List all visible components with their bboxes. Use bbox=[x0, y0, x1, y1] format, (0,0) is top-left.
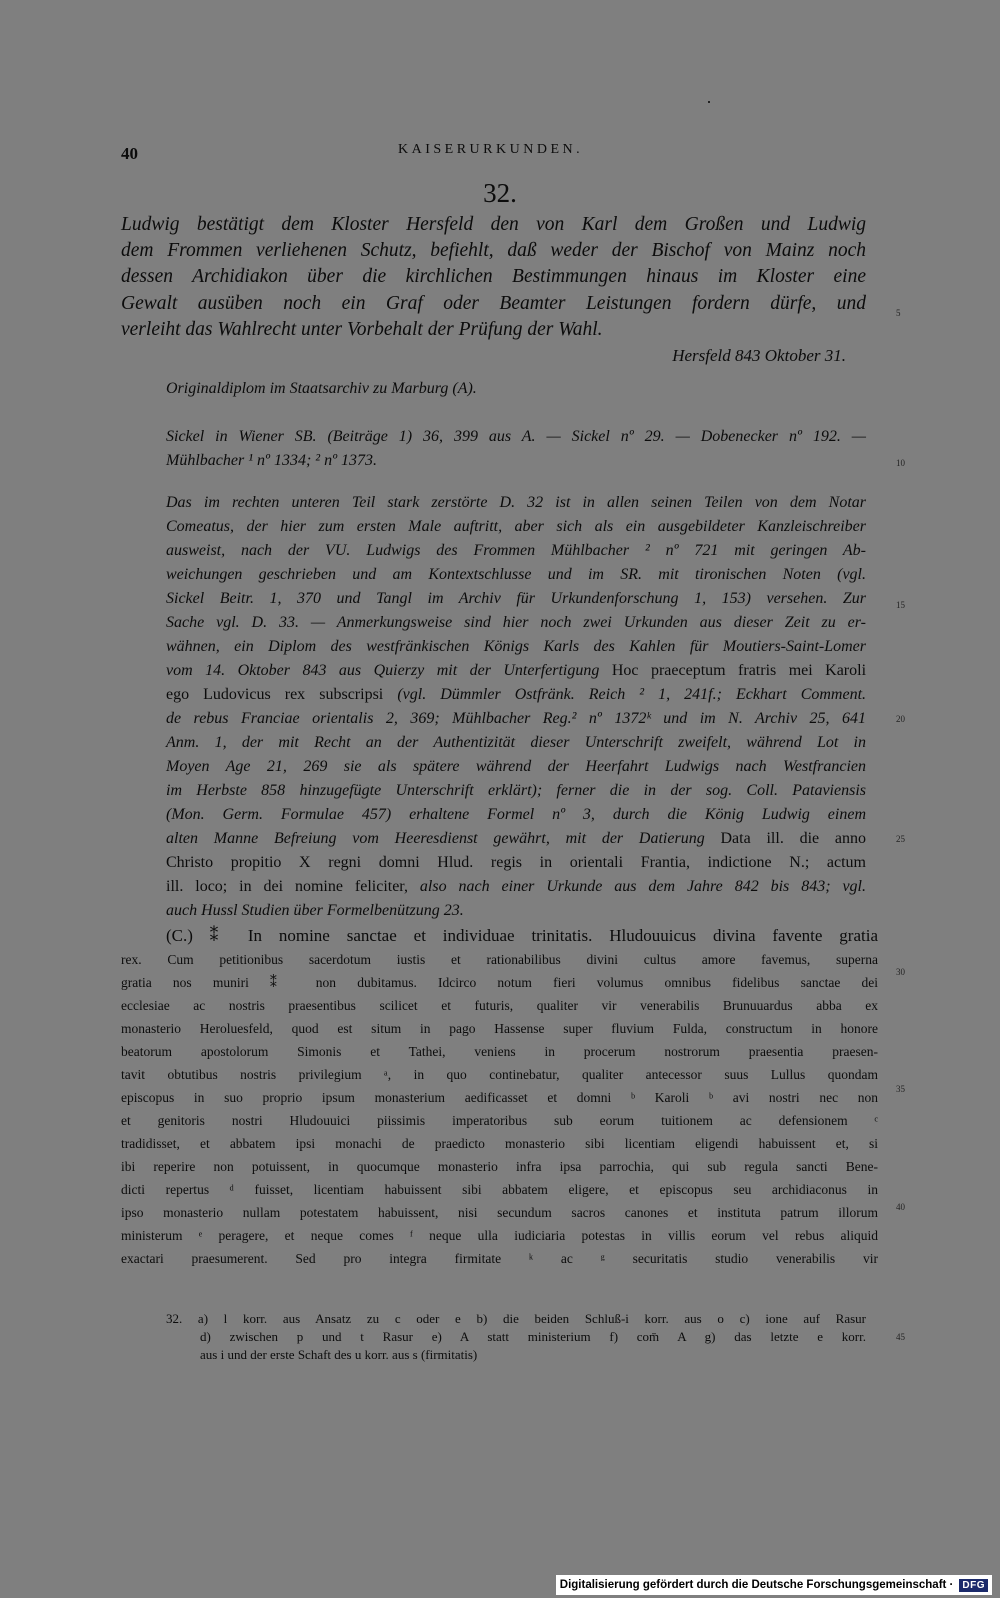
commentary-text: vom 14. Oktober 843 aus Quierzy mit der Unterfertigung bbox=[166, 662, 600, 679]
margin-line-number: 25 bbox=[896, 834, 905, 844]
commentary-text: also nach einer Urkunde aus dem Jahre 842 bis 843; vgl. bbox=[419, 878, 866, 895]
margin-line-number: 35 bbox=[896, 1084, 905, 1094]
footnote-line: 32. a) l korr. aus Ansatz zu c oder e b) die beiden Schluß-i korr. aus o c) ione auf Rasur bbox=[166, 1311, 866, 1326]
charter-line: ipso monasterio nullam potestatem habuissent, nisi secundum sacros canones et instituta patrum illorum bbox=[121, 1205, 878, 1220]
reference-line: Mühlbacher ¹ nº 1334; ² nº 1373. bbox=[166, 452, 378, 469]
quoted-formula: Data ill. die anno bbox=[720, 830, 867, 847]
dating: Hersfeld 843 Oktober 31. bbox=[672, 346, 846, 365]
digitization-footer bbox=[556, 1575, 992, 1595]
commentary-line: Christo propitio X regni domni Hlud. regis in orientali Frantia, indictione N.; actum bbox=[166, 854, 866, 871]
running-title: KAISERURKUNDEN. bbox=[398, 142, 584, 157]
charter-line: et genitoris nostri Hludouuici piissimis imperatoribus sub eorum tuitionem ac defensionem ᶜ bbox=[121, 1113, 878, 1128]
charter-line: beatorum apostolorum Simonis et Tathei, veniens in procerum nostrorum praesentia praesen- bbox=[121, 1044, 878, 1059]
commentary-line: Moyen Age 21, 269 sie als spätere während der Heerfahrt Ludwigs nach Westfrancien bbox=[166, 758, 866, 775]
charter-line: ecclesiae ac nostris praesentibus scilicet et futuris, qualiter vir venerabilis Brunuuardus abba ex bbox=[121, 998, 878, 1013]
commentary-line: (Mon. Germ. Formulae 457) erhaltene Formel nº 3, durch die König Ludwig einem bbox=[166, 806, 866, 823]
commentary-line: de rebus Franciae orientalis 2, 369; Mühlbacher Reg.² nº 1372ᵏ und im N. Archiv 25, 641 bbox=[166, 710, 866, 727]
page-header bbox=[121, 138, 878, 166]
charter-line: exactari praesumerent. Sed pro integra firmitate ᵏ ac ᵍ securitatis studio venerabilis vir bbox=[121, 1251, 878, 1266]
margin-line-number: 45 bbox=[896, 1332, 905, 1342]
regest-line: verleiht das Wahlrecht unter Vorbehalt der Prüfung der Wahl. bbox=[121, 319, 603, 340]
dfg-logo-icon: DFG bbox=[959, 1579, 988, 1592]
charter-line: tradidisset, et abbatem ipsi monachi de praedicto monasterio sibi licentiam eligendi habuissent et, si bbox=[121, 1136, 878, 1151]
charter-line: ibi reperire non potuissent, in quocumque monasterio infra ipsa parrochia, qui sub regula sancti Bene- bbox=[121, 1159, 878, 1174]
charter-line: rex. Cum petitionibus sacerdotum iustis et rationabilibus divini cultus amore favemus, superna bbox=[121, 952, 878, 967]
charter-line: (C.) ⁑ In nomine sanctae et individuae trinitatis. Hludouuicus divina favente gratia bbox=[166, 926, 878, 945]
commentary-line: Sickel Beitr. 1, 370 und Tangl im Archiv für Urkundenforschung 1, 153) versehen. Zur bbox=[166, 590, 866, 607]
commentary-line: weichungen geschrieben und am Kontextschlusse und im SR. mit tironischen Noten (vgl. bbox=[166, 566, 866, 583]
regest-line: dessen Archidiakon über die kirchlichen Bestimmungen hinaus im Kloster eine bbox=[121, 266, 866, 287]
charter-line: tavit obtutibus nostris privilegium ᵃ, in quo continebatur, qualiter antecessor suus Lullus quondam bbox=[121, 1067, 878, 1082]
regest-line: dem Frommen verliehenen Schutz, befiehlt, daß weder der Bischof von Mainz noch bbox=[121, 240, 866, 261]
commentary-line: wähnen, ein Diplom des westfränkischen Königs Karls des Kahlen für Moutiers-Saint-Lomer bbox=[166, 638, 866, 655]
commentary-line: auch Hussl Studien über Formelbenützung 23. bbox=[166, 902, 464, 919]
margin-line-number: 40 bbox=[896, 1202, 905, 1212]
margin-line-number: 10 bbox=[896, 458, 905, 468]
reference-line: Sickel in Wiener SB. (Beiträge 1) 36, 399 aus A. — Sickel nº 29. — Dobenecker nº 192. — bbox=[166, 428, 866, 445]
footnote-line: d) zwischen p und t Rasur e) A statt ministerium f) com̄ A g) das letzte e korr. bbox=[200, 1329, 866, 1344]
regest-line: Gewalt ausüben noch ein Graf oder Beamter Leistungen fordern dürfe, und bbox=[121, 293, 866, 314]
commentary-line bbox=[166, 830, 866, 854]
commentary-line: Anm. 1, der mit Recht an der Authentizität dieser Unterschrift zweifelt, während Lot in bbox=[166, 734, 866, 751]
footer-text: Digitalisierung gefördert durch die Deutsche Forschungsgemeinschaft · bbox=[559, 1579, 954, 1591]
commentary-line bbox=[166, 878, 866, 902]
source-line: Originaldiplom im Staatsarchiv zu Marburg (A). bbox=[166, 380, 477, 397]
margin-line-number: 5 bbox=[896, 308, 901, 318]
commentary-line bbox=[166, 662, 866, 686]
page-number: 40 bbox=[121, 144, 138, 163]
charter-line: episcopus in suo proprio ipsum monasterium aedificasset et domni ᵇ Karoli ᵇ avi nostri nec non bbox=[121, 1090, 878, 1105]
scan-speck bbox=[708, 101, 710, 103]
commentary-line: ausweist, nach der VU. Ludwigs des Frommen Mühlbacher ² nº 721 mit geringen Ab- bbox=[166, 542, 866, 559]
footnote-line: aus i und der erste Schaft des u korr. aus s (firmitatis) bbox=[200, 1347, 478, 1362]
commentary-line: Sache vgl. D. 33. — Anmerkungsweise sind hier noch zwei Urkunden aus dieser Zeit zu er- bbox=[166, 614, 866, 631]
margin-line-number: 15 bbox=[896, 600, 905, 610]
commentary-line: Comeatus, der hier zum ersten Male auftritt, aber sich als ein ausgebildeter Kanzleischreiber bbox=[166, 518, 866, 535]
margin-line-number: 30 bbox=[896, 967, 905, 977]
regest-line: Ludwig bestätigt dem Kloster Hersfeld den von Karl dem Großen und Ludwig bbox=[121, 214, 866, 235]
margin-line-number: 20 bbox=[896, 714, 905, 724]
charter-line: dicti repertus ᵈ fuisset, licentiam habuissent sibi abbatem eligere, et episcopus seu archidiaconus in bbox=[121, 1182, 878, 1197]
commentary-text: (vgl. Dümmler Ostfränk. Reich ² 1, 241f.; Eckhart Comment. bbox=[397, 686, 867, 703]
quoted-formula: ill. loco; in dei nomine feliciter, bbox=[166, 878, 408, 895]
quoted-subscription: Hoc praeceptum fratris mei Karoli bbox=[611, 662, 867, 679]
charter-line: ministerum ᵉ peragere, et neque comes ᶠ neque ulla iudiciaria potestas in villis eorum vel rebus aliquid bbox=[121, 1228, 878, 1243]
quoted-subscription: ego Ludovicus rex subscripsi bbox=[166, 686, 384, 703]
commentary-line: im Herbste 858 hinzugefügte Unterschrift erklärt); ferner die in der sog. Coll. Pataviensis bbox=[166, 782, 866, 799]
charter-line: monasterio Heroluesfeld, quod est situm in pago Hassense super fluvium Fulda, constructum in honore bbox=[121, 1021, 878, 1036]
document-number: 32. bbox=[483, 178, 517, 208]
commentary-line bbox=[166, 686, 866, 710]
commentary-text: alten Manne Befreiung vom Heeresdienst gewährt, mit der Datierung bbox=[166, 830, 705, 847]
charter-line: gratia nos muniri ⁑ non dubitamus. Idcirco notum fieri volumus omnibus fidelibus sanctae dei bbox=[121, 975, 878, 990]
commentary-line: Das im rechten unteren Teil stark zerstörte D. 32 ist in allen seinen Teilen von dem Notar bbox=[166, 494, 866, 511]
